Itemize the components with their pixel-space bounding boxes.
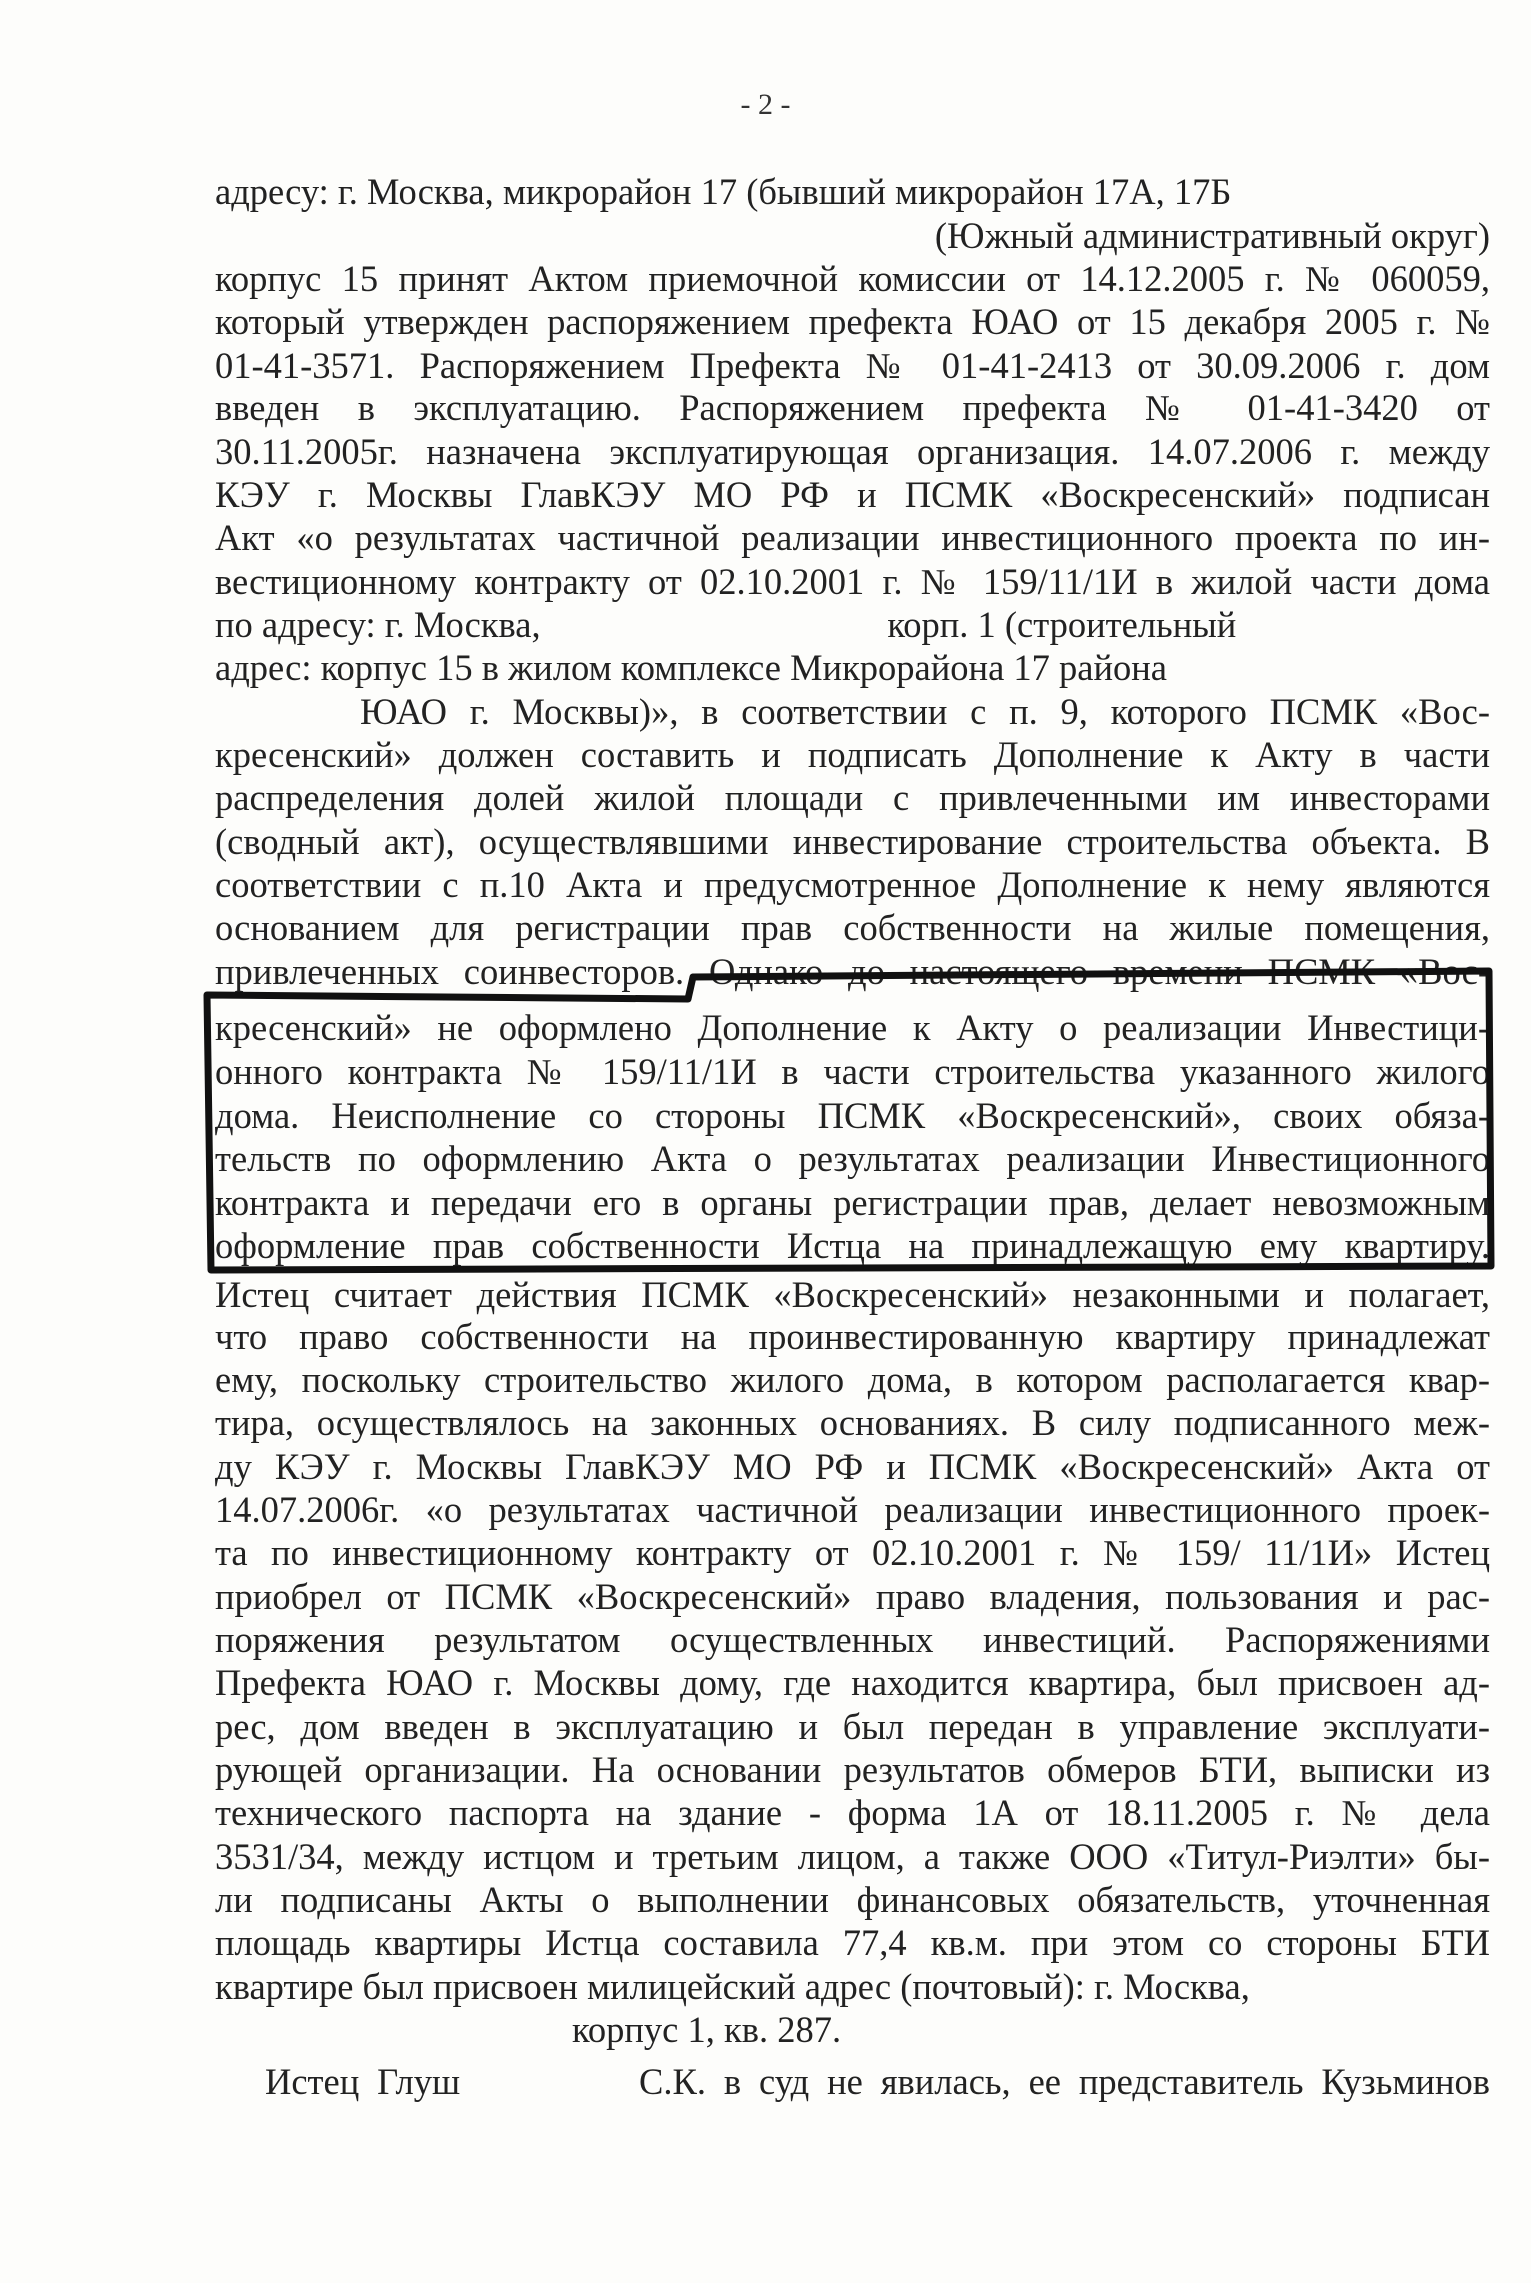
text-line: распределения долей жилой площади с привлеченными им инвесторами [215,777,1490,818]
text-line: Истец считает действия ПСМК «Воскресенский» незаконными и полагает, [215,1274,1490,1315]
text-line: который утвержден распоряжением префекта ЮАО от 15 декабря 2005 г. № [215,301,1490,342]
text-line: ему, поскольку строительство жилого дома, в котором располагается квар- [215,1359,1490,1400]
text-line: рес, дом введен в эксплуатацию и был передан в управление эксплуати- [215,1706,1490,1747]
text-line: ЮАО г. Москвы)», в соответствии с п. 9, которого ПСМК «Вос- [360,691,1490,732]
text-line: Истец Глуш С.К. в суд не явилась, ее представитель Кузьминов [265,2061,1490,2102]
text-line: 3531/34, между истцом и третьим лицом, а также ООО «Титул-Риэлти» бы- [215,1836,1490,1877]
text-line: дома. Неисполнение со стороны ПСМК «Воскресенский», своих обяза- [215,1095,1490,1136]
text-line: 01-41-3571. Распоряжением Префекта № 01-41-2413 от 30.09.2006 г. дом [215,345,1490,386]
text-line: КЭУ г. Москвы ГлавКЭУ МО РФ и ПСМК «Воскресенский» подписан [215,474,1490,515]
text-line: по адресу: г. Москва, корп. 1 (строительный [215,604,1237,645]
text-line: (Южный административный округ) [934,215,1490,256]
text-line: ли подписаны Акты о выполнении финансовых обязательств, уточненная [215,1879,1490,1920]
text-line: адресу: г. Москва, микрорайон 17 (бывший микрорайон 17А, 17Б [215,171,1232,212]
text-line: основанием для регистрации прав собственности на жилые помещения, [215,907,1490,948]
text-line: корпус 1, кв. 287. [572,2009,842,2050]
text-line: 30.11.2005г. назначена эксплуатирующая организация. 14.07.2006 г. между [215,431,1490,472]
text-line: технического паспорта на здание - форма 1А от 18.11.2005 г. № дела [215,1792,1490,1833]
text-line: кресенский» не оформлено Дополнение к Акту о реализации Инвестици- [215,1007,1490,1048]
text-line: кресенский» должен составить и подписать Дополнение к Акту в части [215,734,1490,775]
text-line: контракта и передачи его в органы регистрации прав, делает невозможным [215,1182,1490,1223]
text-line: соответствии с п.10 Акта и предусмотренное Дополнение к нему являются [215,864,1490,905]
text-line: введен в эксплуатацию. Распоряжением префекта № 01-41-3420 от [215,387,1490,428]
text-line: адрес: корпус 15 в жилом комплексе Микрорайона 17 района [215,647,1167,688]
text-line: ду КЭУ г. Москвы ГлавКЭУ МО РФ и ПСМК «Воскресенский» Акта от [215,1446,1490,1487]
text-line: корпус 15 принят Актом приемочной комиссии от 14.12.2005 г. № 060059, [215,258,1490,299]
text-line: онного контракта № 159/11/1И в части строительства указанного жилого [215,1051,1490,1092]
text-line: оформление прав собственности Истца на принадлежащую ему квартиру. [215,1225,1490,1266]
text-line: Акт «о результатах частичной реализации инвестиционного проекта по ин- [215,517,1490,558]
text-line: тельств по оформлению Акта о результатах реализации Инвестиционного [215,1138,1490,1179]
page-number: - 2 - [740,88,791,121]
text-line: вестиционному контракту от 02.10.2001 г. № 159/11/1И в жилой части дома [215,561,1490,602]
text-line: Префекта ЮАО г. Москвы дому, где находится квартира, был присвоен ад- [215,1662,1490,1703]
text-line: привлеченных соинвесторов. Однако до настоящего времени ПСМК «Вос- [215,951,1490,992]
text-line: что право собственности на проинвестированную квартиру принадлежат [215,1316,1490,1357]
text-line: рующей организации. На основании результатов обмеров БТИ, выписки из [215,1749,1490,1790]
text-line: поряжения результатом осуществленных инвестиций. Распоряжениями [215,1619,1490,1660]
text-line: (сводный акт), осуществлявшими инвестирование строительства объекта. В [215,821,1490,862]
text-line: тира, осуществлялось на законных основаниях. В силу подписанного меж- [215,1402,1490,1443]
text-line: та по инвестиционному контракту от 02.10.2001 г. № 159/ 11/1И» Истец [215,1532,1490,1573]
text-line: приобрел от ПСМК «Воскресенский» право владения, пользования и рас- [215,1576,1490,1617]
text-line: площадь квартиры Истца составила 77,4 кв.м. при этом со стороны БТИ [215,1922,1490,1963]
text-line: квартире был присвоен милицейский адрес (почтовый): г. Москва, [215,1966,1250,2007]
text-line: 14.07.2006г. «о результатах частичной реализации инвестиционного проек- [215,1489,1490,1530]
